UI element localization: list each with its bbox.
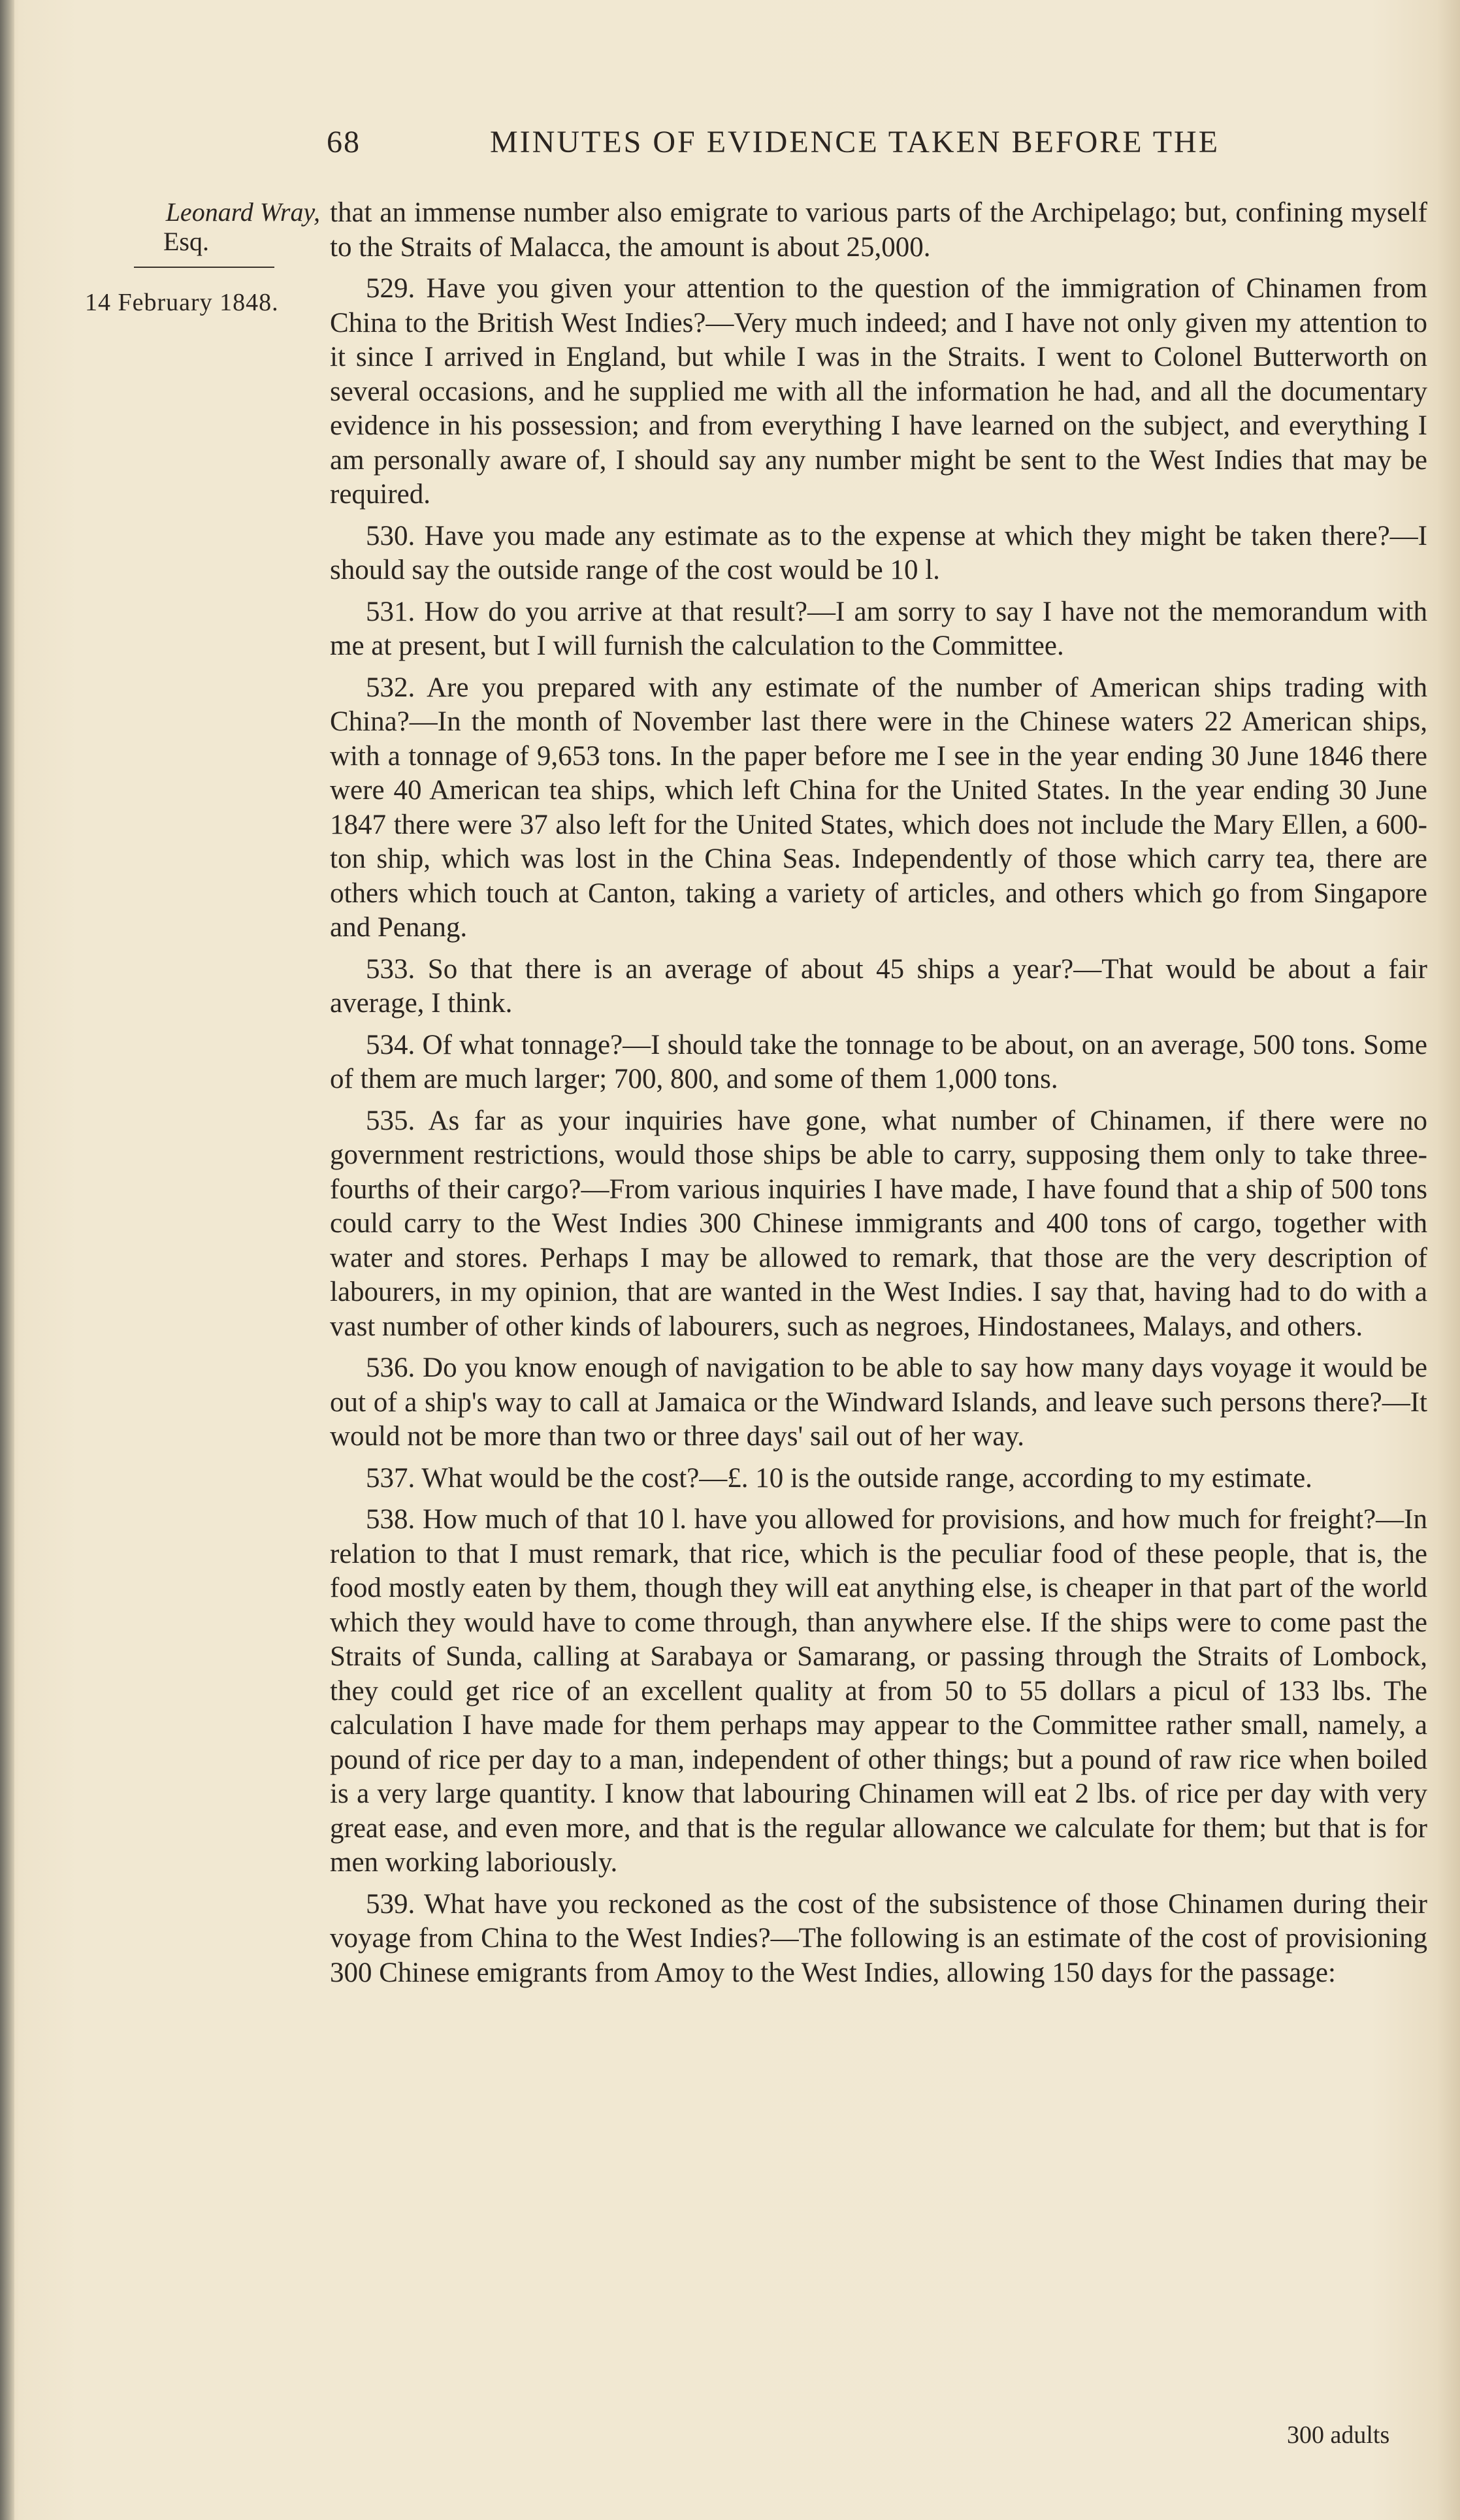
- running-title: MINUTES OF EVIDENCE TAKEN BEFORE THE: [490, 125, 1220, 159]
- question-531: 531. How do you arrive at that result?—I am sorry to say I have not the memorandum with me at present, but I will furnish the calculation to the Committee.: [330, 596, 1427, 661]
- question-537: 537. What would be the cost?—£. 10 is the outside range, according to my estimate.: [366, 1462, 1312, 1494]
- book-binding-edge: [0, 0, 14, 2520]
- page-number: 68: [327, 125, 361, 159]
- question-534: 534. Of what tonnage?—I should take the tonnage to be about, on an average, 500 tons. Some of them are much larger; 700, 800, and some of them 1,000 tons.: [330, 1029, 1427, 1094]
- sidenote-rule: [134, 267, 274, 268]
- question-536: 536. Do you know enough of navigation to be able to say how many days voyage it would be out of a ship's way to call at Jamaica or the Windward Islands, and leave such persons there?—It would not be more than two or three days' sail out of her way.: [330, 1352, 1427, 1452]
- evidence-date: 14 February 1848.: [85, 289, 279, 316]
- question-535: 535. As far as your inquiries have gone, what number of Chinamen, if there were no government restrictions, would those ships be able to carry, supposing them only to take three-fourths of their cargo?—From various inquiries I have made, I have found that a ship of 500 tons could carry to the West Indies 300 Chinese immigrants and 400 tons of cargo, together with water and stores. Perhaps I may be allowed to remark, that those are the very description of labourers, in my opinion, that are wanted in the West Indies. I say that, having had to do with a vast number of other kinds of labourers, such as negroes, Hindostanees, Malays, and others.: [330, 1105, 1427, 1342]
- witness-name: Leonard Wray,: [165, 197, 320, 227]
- question-538: 538. How much of that 10 l. have you allowed for provisions, and how much for freight?—In relation to that I must remark, that rice, which is the peculiar food of these people, that is, the food mostly eaten by them, though they will eat anything else, is cheaper in that part of the world which they would have to come through, than anywhere else. If the ships were to come past the Straits of Sunda, calling at Sarabaya or Samarang, or passing through the Straits of Lombock, they could get rice of an excellent quality at from 50 to 55 dollars a picul of 133 lbs. The calculation I have made for them perhaps may appear to the Committee rather small, namely, a pound of rice per day to a man, independent of other things; but a pound of raw rice when boiled is a very large quantity. I know that labouring Chinamen will eat 2 lbs. of rice per day with very great ease, and even more, and that is the regular allowance we calculate for them; but that is for men working laboriously.: [330, 1504, 1427, 1878]
- question-539: 539. What have you reckoned as the cost of the subsistence of those Chinamen during their voyage from China to the West Indies?—The following is an estimate of the cost of provisioning 300 Chinese emigrants from Amoy to the West Indies, allowing 150 days for the passage:: [330, 1888, 1427, 1988]
- question-530: 530. Have you made any estimate as to the expense at which they might be taken there?—I should say the outside range of the cost would be 10 l.: [330, 520, 1427, 585]
- witness-suffix: Esq.: [163, 227, 209, 256]
- question-533: 533. So that there is an average of about 45 ships a year?—That would be about a fair average, I think.: [330, 953, 1427, 1019]
- question-532: 532. Are you prepared with any estimate of the number of American ships trading with China?—In the month of November last there were in the Chinese waters 22 American ships, with a tonnage of 9,653 tons. In the paper before me I see in the year ending 30 June 1846 there were 40 American tea ships, which left China for the United States. In the year ending 30 June 1847 there were 37 also left for the United States, which does not include the Mary Ellen, a 600-ton ship, which was lost in the China Seas. Independently of those which carry tea, there are others which touch at Canton, taking a variety of articles, and others which go from Singapore and Penang.: [330, 672, 1427, 943]
- evidence-body: [330, 196, 1427, 1997]
- question-529: 529. Have you given your attention to the question of the immigration of Chinamen from China to the British West Indies?—Very much indeed; and I have not only given my attention to it since I arrived in England, but while I was in the Straits. I went to Colonel Butterworth on several occasions, and he supplied me with all the information he had, and all the documentary evidence in his possession; and from everything I have learned on the subject, and everything I am personally aware of, I should say any number might be sent to the West Indies that may be required.: [330, 273, 1427, 510]
- catchword: 300 adults: [1287, 2421, 1390, 2449]
- paragraph-continuation: that an immense number also emigrate to various parts of the Archipelago; but, confining myself to the Straits of Malacca, the amount is about 25,000.: [330, 197, 1427, 263]
